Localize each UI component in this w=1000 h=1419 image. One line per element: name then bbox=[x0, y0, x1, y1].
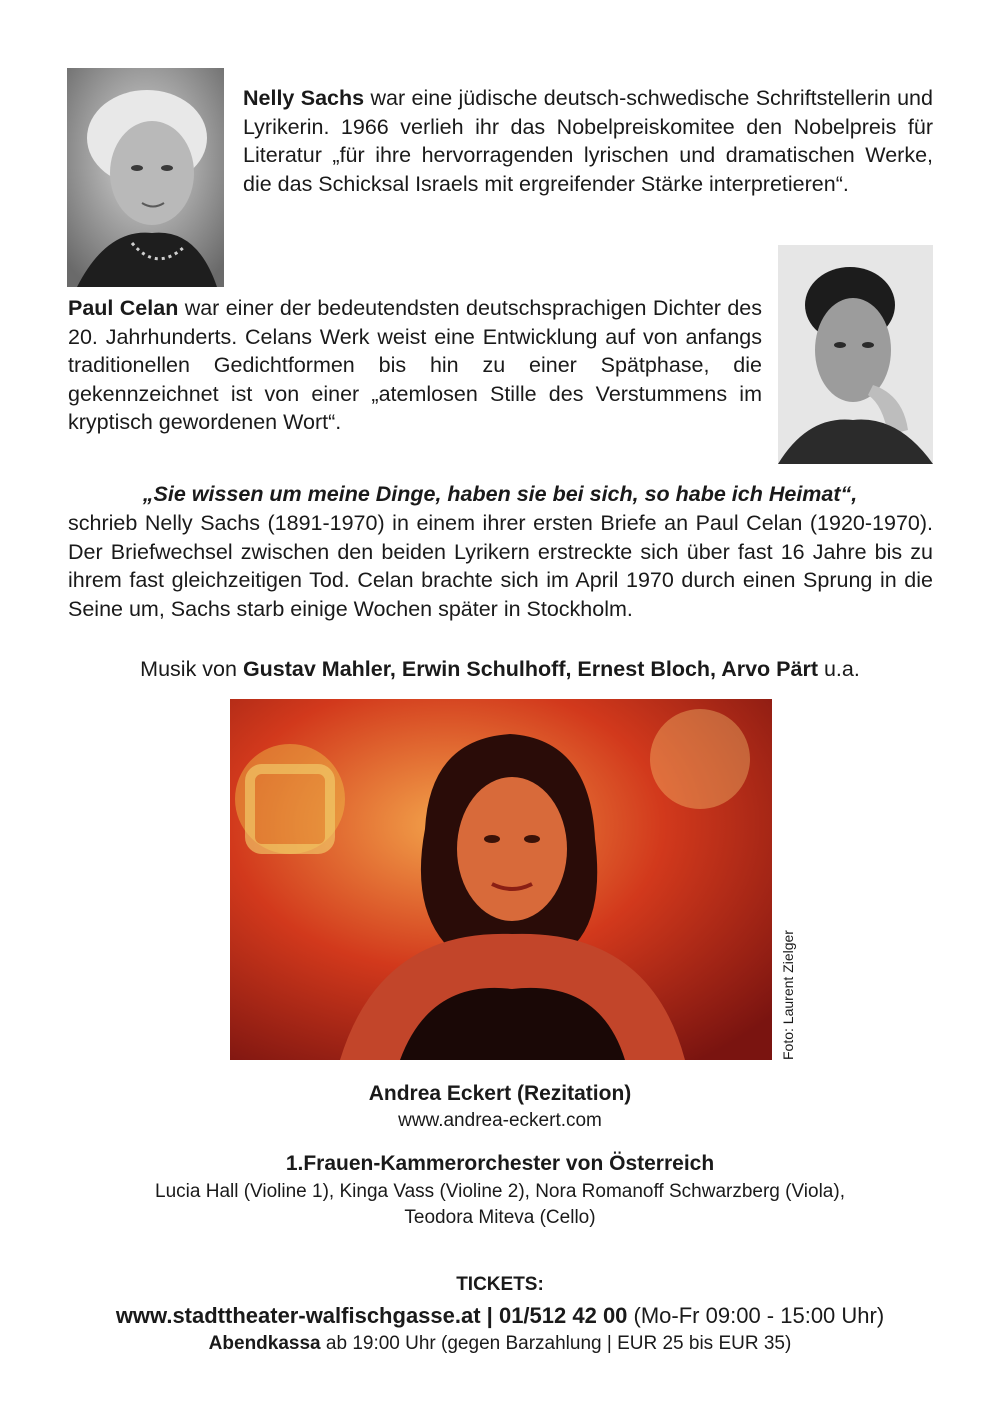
tickets-line: www.stadttheater-walfischgasse.at | 01/512 42 00 (Mo-Fr 09:00 - 15:00 Uhr) bbox=[115, 1303, 885, 1328]
orchestra-name: 1.Frauen-Kammerorchester von Österreich bbox=[285, 1152, 715, 1175]
tickets-heading: TICKETS: bbox=[456, 1274, 544, 1295]
nelly-sachs-name: Nelly Sachs bbox=[243, 86, 365, 110]
composers: Gustav Mahler, Erwin Schulhoff, Ernest Bloch, Arvo Pärt bbox=[242, 657, 818, 681]
quote-body: schrieb Nelly Sachs (1891-1970) in einem ihrer ersten Briefe an Paul Celan (1920-1970). Der Briefwechsel zwischen den beiden Lyrikern erstreckte sich über fast 16 Jahre bis zu ihrem fast gleichzeitigen Tod. Celan brachte sich im April 1970 durch einen Sprung in die Seine um, Sachs starb einige Wochen später in Stockholm. bbox=[68, 511, 933, 621]
paul-celan-bio: Paul Celan war einer der bedeutendsten deutschsprachigen Dichter des 20. Jahrhunderts. Celans Werk weist eine Entwicklung auf von anfangs traditionellen Gedichtformen bis hin zu einer Spätphase, die gekennzeichnet ist von einer „atemlosen Stille des Verstummens im kryptisch gewordenen Wort“. bbox=[68, 296, 762, 435]
quote: „Sie wissen um meine Dinge, haben sie bei sich, so habe ich Heimat“, bbox=[142, 482, 858, 506]
nelly-sachs-portrait bbox=[67, 68, 224, 287]
paul-celan-portrait bbox=[778, 245, 933, 464]
photo-credit: Foto: Laurent Zielger bbox=[780, 930, 796, 1060]
nelly-sachs-bio: Nelly Sachs war eine jüdische deutsch-schwedische Schriftstellerin und Lyrikerin. 1966 verlieh ihr das Nobelpreiskomitee den Nobelpreis für Literatur „für ihre hervorragenden lyrischen und dramatischen Werke, die das Schicksal Israels mit ergreifender Stärke interpretieren“. bbox=[243, 86, 933, 196]
box-office-line: Abendkassa ab 19:00 Uhr (gegen Barzahlung | EUR 25 bis EUR 35) bbox=[208, 1333, 792, 1354]
andrea-eckert-photo bbox=[230, 699, 772, 1060]
box-office-label: Abendkassa bbox=[208, 1333, 321, 1354]
paul-celan-name: Paul Celan bbox=[68, 296, 179, 320]
performer-name: Andrea Eckert (Rezitation) bbox=[368, 1082, 632, 1105]
tickets-website[interactable]: www.stadttheater-walfischgasse.at bbox=[115, 1303, 481, 1328]
orchestra-members-line2: Teodora Miteva (Cello) bbox=[404, 1207, 596, 1228]
performer-website[interactable]: www.andrea-eckert.com bbox=[398, 1110, 602, 1131]
tickets-phone[interactable]: 01/512 42 00 bbox=[498, 1303, 628, 1328]
music-line: Musik von Gustav Mahler, Erwin Schulhoff, Ernest Bloch, Arvo Pärt u.a. bbox=[140, 657, 860, 681]
orchestra-members-line1: Lucia Hall (Violine 1), Kinga Vass (Violine 2), Nora Romanoff Schwarzberg (Viola), bbox=[155, 1181, 845, 1202]
